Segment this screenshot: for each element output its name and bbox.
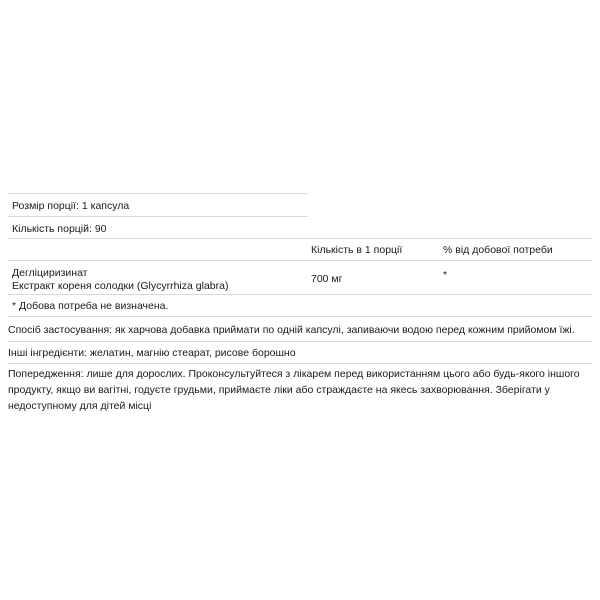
ingredients-divider <box>8 363 592 364</box>
row-divider <box>8 294 592 295</box>
footnote: * Добова потреба не визначена. <box>12 300 169 312</box>
row-name-line1: Дегліциризинат <box>12 267 88 279</box>
serving-count-label: Кількість порцій: <box>12 223 92 235</box>
table-bottom-divider <box>8 316 592 317</box>
row-dv: * <box>443 269 448 281</box>
serving-divider <box>8 216 308 217</box>
header-divider <box>8 260 592 261</box>
serving-count <box>12 223 107 236</box>
ingredients-text: Інші інгредієнти: желатин, магнію стеарат, рисове борошно <box>8 347 296 359</box>
header-dv: % від добової потреби <box>443 244 553 256</box>
usage-text: Спосіб застосування: як харчова добавка приймати по одній капсулі, запиваючи водою перед кожним прийомом їжі. <box>8 324 575 336</box>
serving-size-value: 1 капсула <box>81 200 130 212</box>
serving-count-value: 90 <box>94 223 107 235</box>
table-top-divider <box>8 238 592 239</box>
serving-size-label: Розмір порції: <box>12 200 79 212</box>
row-name-line2: Екстракт кореня солодки (Glycyrrhiza glabra) <box>12 280 229 292</box>
warning-text: Попередження: лише для дорослих. Проконсультуйтеся з лікарем перед використанням цього або будь-якого іншого продукту, якщо ви вагітні, годуєте грудьми, приймаєте ліки або страждаєте на якесь захворювання. Зберігати у недоступному для дітей місці <box>8 368 580 412</box>
top-divider <box>8 193 308 194</box>
row-amount: 700 мг <box>311 273 343 285</box>
serving-size <box>12 200 129 213</box>
usage-divider <box>8 341 592 342</box>
header-amount: Кількість в 1 порції <box>311 244 403 256</box>
